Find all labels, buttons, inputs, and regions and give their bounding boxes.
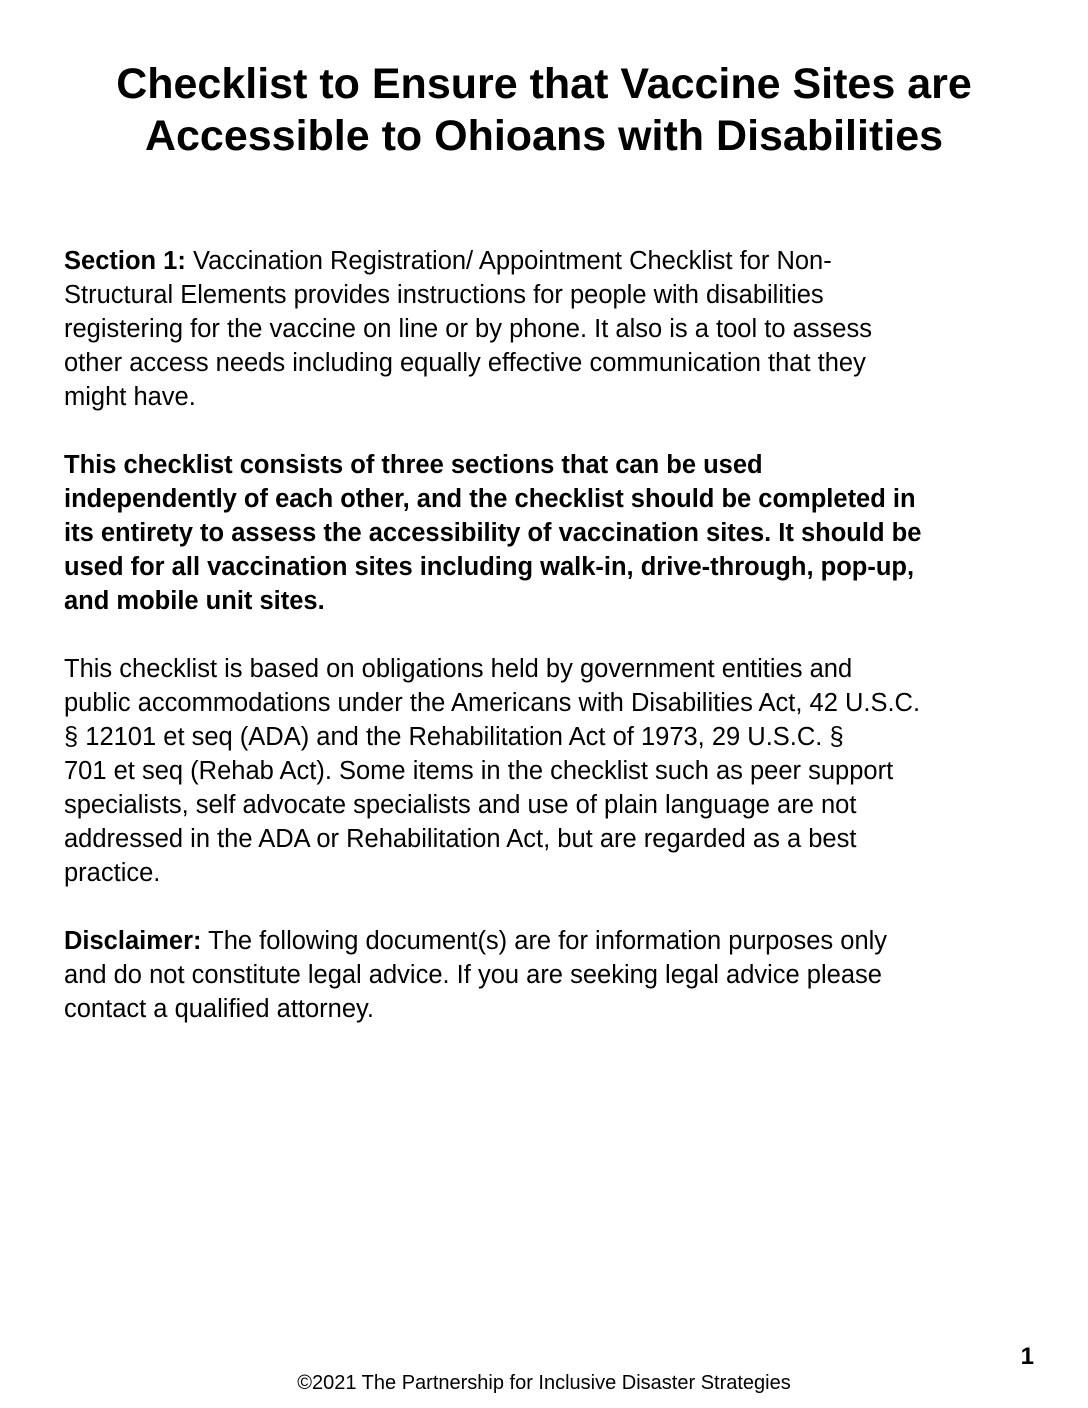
paragraph-line: Structural Elements provides instructions for people with disabilities (64, 281, 824, 309)
copyright-footer: ©2021 The Partnership for Inclusive Disaster Strategies (297, 1372, 791, 1394)
section-1-paragraph (64, 244, 1044, 414)
paragraph-line (64, 924, 1044, 958)
legal-basis-paragraph (64, 652, 1044, 890)
paragraph-line: its entirety to assess the accessibility of vaccination sites. It should be (64, 519, 922, 547)
checklist-intro-paragraph (64, 448, 1044, 618)
paragraph-line: registering for the vaccine on line or by phone. It also is a tool to assess (64, 315, 872, 343)
paragraph-line (64, 244, 1044, 278)
paragraph-line: practice. (64, 859, 161, 887)
paragraph-line: and do not constitute legal advice. If you are seeking legal advice please (64, 961, 882, 989)
paragraph-line: other access needs including equally effective communication that they (64, 349, 866, 377)
paragraph-line-text: Vaccination Registration/ Appointment Checklist for Non- (185, 247, 832, 275)
title-line: Checklist to Ensure that Vaccine Sites are (116, 60, 972, 108)
title-line: Accessible to Ohioans with Disabilities (144, 112, 944, 160)
page-title (40, 58, 1048, 162)
paragraph-line: addressed in the ADA or Rehabilitation Act, but are regarded as a best (64, 825, 857, 853)
disclaimer-paragraph (64, 924, 1044, 1026)
disclaimer-label: Disclaimer: (64, 927, 202, 955)
page-number: 1 (1020, 1343, 1034, 1370)
paragraph-line: and mobile unit sites. (64, 587, 325, 615)
paragraph-line: 701 et seq (Rehab Act). Some items in the checklist such as peer support (64, 757, 894, 785)
paragraph-line: public accommodations under the Americans with Disabilities Act, 42 U.S.C. (64, 689, 921, 717)
paragraph-line: § 12101 et seq (ADA) and the Rehabilitation Act of 1973, 29 U.S.C. § (64, 723, 844, 751)
paragraph-line: contact a qualified attorney. (64, 995, 374, 1023)
paragraph-line: independently of each other, and the checklist should be completed in (64, 485, 916, 513)
paragraph-line: specialists, self advocate specialists and use of plain language are not (64, 791, 857, 819)
section-1-label: Section 1: (64, 247, 186, 275)
paragraph-line: This checklist is based on obligations held by government entities and (64, 655, 853, 683)
paragraph-line: used for all vaccination sites including walk-in, drive-through, pop-up, (64, 553, 915, 581)
paragraph-line: might have. (64, 383, 196, 411)
paragraph-line-text: The following document(s) are for information purposes only (201, 927, 888, 955)
paragraph-line: This checklist consists of three sections that can be used (64, 451, 763, 479)
